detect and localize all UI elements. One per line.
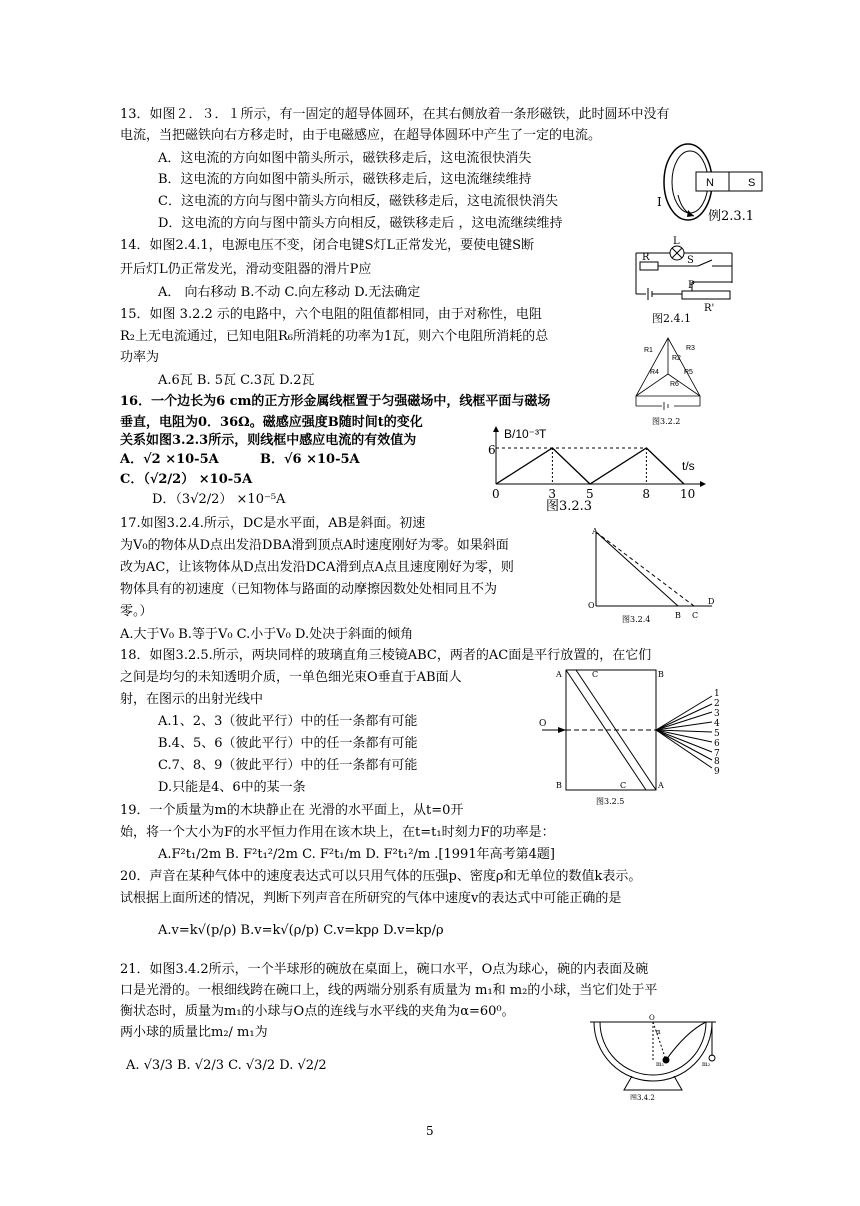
fig-3-2-5-caption: 图3.2.5 [596,797,625,806]
ray-label-4: 4 [714,719,720,729]
q19-options: A.F²t₁/2m B. F²t₁²/2m C. F²t₁/m D. F²t₁²/m .[1991年高考第4题] [158,847,555,862]
incline-ac [596,532,694,606]
page-number: 5 [426,1124,434,1138]
r3-label: R3 [686,345,695,352]
b-t-chart [478,426,714,512]
q20-line2: 试根据上面所述的情况，判断下列声音在所研究的气体中速度v的表达式中可能正确的是 [120,891,622,906]
figure-3-2-5 [536,664,732,812]
magnet-s-label: S [748,177,756,189]
q17-options: A.大于V₀ B.等于V₀ C.小于V₀ D.处决于斜面的倾角 [120,627,414,642]
prism-diagram [536,664,732,812]
r1-label: R1 [644,347,653,354]
q20-line1: 20．声音在某种气体中的速度表达式可以只用气体的压强p、密度ρ和无单位的数值k表示。 [120,869,642,884]
point-d: D [708,597,715,606]
label-a-top: A [556,670,562,679]
label-alpha: α [656,1028,661,1036]
q13-option-b: B．这电流的方向如图中箭头所示，磁铁移走后，这电流继续维持 [158,172,532,187]
point-a: A [592,527,598,536]
x-tick-5: 5 [586,487,594,501]
fig-3-4-2-caption: 图3.4.2 [630,1094,655,1100]
x-axis-arrow [700,481,706,487]
label-b-bottom: B [556,781,562,790]
q14-options: A． 向右移动 B.不动 C.向左移动 D.无法确定 [158,285,421,300]
figure-3-2-2 [628,334,708,428]
r6-label: R6 [670,381,679,388]
q17-line5: 零。） [120,604,153,619]
label-c-top: C [592,670,599,679]
b-t-series-line [496,448,684,484]
q18-option-d: D.只能是4、6中的某一条 [158,780,306,795]
r-prime-label: R' [704,303,715,314]
ray-label-3: 3 [714,709,720,719]
current-arrowhead [687,210,694,217]
q21-options: A. √3/3 B. √2/3 C. √3/2 D. √2/2 [126,1058,327,1073]
p-label: P [688,280,695,291]
q16-option-b: B．√6 ×10-5A [260,452,360,467]
s-label: S [687,255,694,266]
q16-line1: 16．一个边长为6 cm的正方形金属线框置于匀强磁场中，线框平面与磁场 [120,394,551,409]
magnet-n-label: N [706,177,714,189]
r2-label: R2 [672,355,681,362]
q13-line1: 13．如图２．３．１所示，有一固定的超导体圆环，在其右侧放着一条形磁铁，此时圆环中没有 [120,107,670,122]
incident-arrowhead [558,727,566,733]
q13-option-a: A．这电流的方向如图中箭头所示，磁铁移走后，这电流很快消失 [158,151,532,166]
resistor-network [628,334,708,428]
label-a-bottom: A [658,781,664,790]
ray-label-2: 2 [714,699,720,709]
r4-label: R4 [650,369,659,376]
q18-option-b: B.4、5、6（彼此平行）中的任一条都有可能 [158,736,418,751]
y-axis-arrow [493,426,499,432]
q13-option-d: D．这电流的方向与图中箭头方向相反，磁铁移走后 ，这电流继续维持 [158,216,563,231]
q14-line2: 开后灯L仍正常发光，滑动变阻器的滑片P应 [120,262,372,277]
ray-label-5: 5 [714,729,720,739]
x-tick-8: 8 [642,487,651,501]
ray-3 [656,712,712,730]
fig-3-2-2-caption: 图3.2.2 [652,417,681,426]
rheostat [682,291,730,299]
figure-3-2-3 [478,426,714,512]
q21-line4: 两小球的质量比m₂/ m₁为 [120,1025,268,1040]
y-tick-6: 6 [488,443,496,457]
ray-label-9: 9 [714,767,720,777]
q21-line1: 21．如图3.4.2所示，一个半球形的碗放在桌面上，碗口水平，O点为球心，碗的内表面及碗 [120,962,649,977]
label-o: O [649,1014,655,1022]
q15-options: A.6瓦 B. 5瓦 C.3瓦 D.2瓦 [158,373,315,388]
q18-option-c: C.7、8、9（彼此平行）中的任一条都有可能 [158,758,418,773]
ray-8 [656,730,712,760]
ring-magnet-diagram [648,140,768,232]
q13-option-c: C．这电流的方向与图中箭头方向相反，磁铁移走后，这电流很快消失 [158,194,558,209]
switch-s [698,260,712,266]
q19-line1: 19．一个质量为m的木块静止在 光滑的水平面上，从t=0开 [120,803,464,818]
bowl-inner [600,1022,706,1075]
point-b: B [675,611,681,620]
q18-option-a: A.1、2、3（彼此平行）中的任一条都有可能 [158,714,418,729]
fig-2-3-1-caption: 例2.3.1 [708,209,755,224]
bowl-diagram [586,1012,722,1100]
q17-line4: 物体具有的初速度（已知物体与路面的动摩擦因数处处相同且不为 [120,582,498,597]
q21-line3: 衡状态时，质量为m₁的小球与O点的连线与水平线的夹角为α=60⁰。 [120,1004,515,1019]
ray-label-6: 6 [714,739,720,749]
figure-2-3-1 [648,140,768,232]
fig-3-2-4-caption: 图3.2.4 [622,615,651,624]
label-c-bottom: C [620,781,627,790]
label-m2: m₂ [702,1061,711,1068]
q13-line2: 电流，当把磁铁向右方移走时，由于电磁感应，在超导体圆环中产生了一定的电流。 [120,128,602,143]
x-tick-0: 0 [492,487,500,501]
label-m1: m₁ [656,1061,665,1068]
q21-line2: 口是光滑的。一根细线跨在碗口上，线的两端分别系有质量为 m₁和 m₂的小球，当它们处于平 [120,983,658,998]
q17-line3: 改为AC，让该物体从D点出发沿DCA滑到点A点且速度刚好为零，则 [120,560,514,575]
lamp-label: L [673,236,680,247]
q16-line3: 关系如图3.2.3所示，则线框中感应电流的有效值为 [120,433,417,448]
q17-line2: 为V₀的物体从D点出发沿DBA滑到顶点A时速度刚好为零。如果斜面 [120,538,509,553]
x-tick-3: 3 [548,487,557,501]
ray-label-8: 8 [714,757,720,767]
q16-line2: 垂直，电阻为0．36Ω。磁感应强度B随时间t的变化 [120,415,423,430]
incline-ab [596,532,678,606]
figure-3-2-4 [586,526,720,626]
x-axis-label: t/s [682,459,695,473]
figure-3-4-2 [586,1012,722,1100]
q17-line1: 17.如图3.2.4.所示，DC是水平面，AB是斜面。初速 [120,516,426,531]
q16-option-a: A．√2 ×10-5A [120,452,219,467]
point-c: C [692,611,699,620]
incline-diagram [586,526,720,626]
label-o: O [539,719,547,729]
r5-label: R5 [684,369,693,376]
q20-options: A.v=k√(p/ρ) B.v=k√(ρ/p) C.v=kpρ D.v=kp/ρ [158,923,444,938]
fig-2-4-1-caption: 图2.4.1 [652,312,691,325]
figure-2-4-1 [624,236,744,328]
y-axis-label: B/10⁻³T [504,427,547,441]
q16-option-d: D．（3√2/2） ×10⁻⁵A [152,492,286,507]
r-label: R [642,252,650,263]
ray-label-7: 7 [714,749,720,759]
current-label: I [657,195,662,209]
q14-line1: 14．如图2.4.1，电源电压不变，闭合电键S灯L正常发光，要使电键S断 [120,238,535,253]
label-b-top: B [658,670,664,679]
q16-option-c: C．（√2/2） ×10-5A [120,472,253,487]
ray-label-1: 1 [714,689,720,699]
resistor-r [640,262,658,270]
x-tick-10: 10 [680,487,696,501]
point-o: O [588,601,595,610]
circuit-diagram [624,236,744,328]
q15-line3: 功率为 [120,350,160,365]
ray-1 [656,696,712,730]
q18-line2: 之间是均匀的未知透明介质，一单色细光束O垂直于AB面人 [120,670,462,685]
q18-line3: 射，在图示的出射光线中 [120,692,264,707]
q19-line2: 始，将一个大小为F的水平恒力作用在该木块上，在t=t₁时刻力F的功率是： [120,825,555,840]
q15-line2: R₂上无电流通过，已知电阻R₆所消耗的功率为1瓦，则六个电阻所消耗的总 [120,329,549,344]
q15-line1: 15．如图 3.2.2 示的电路中，六个电阻的阻值都相同，由于对称性，电阻 [120,307,542,322]
fig-3-2-3-caption: 图3.2.3 [546,499,593,512]
q18-line1: 18．如图3.2.5.所示，两块同样的玻璃直角三棱镜ABC，两者的AC面是平行放置的，在它们 [120,648,652,663]
